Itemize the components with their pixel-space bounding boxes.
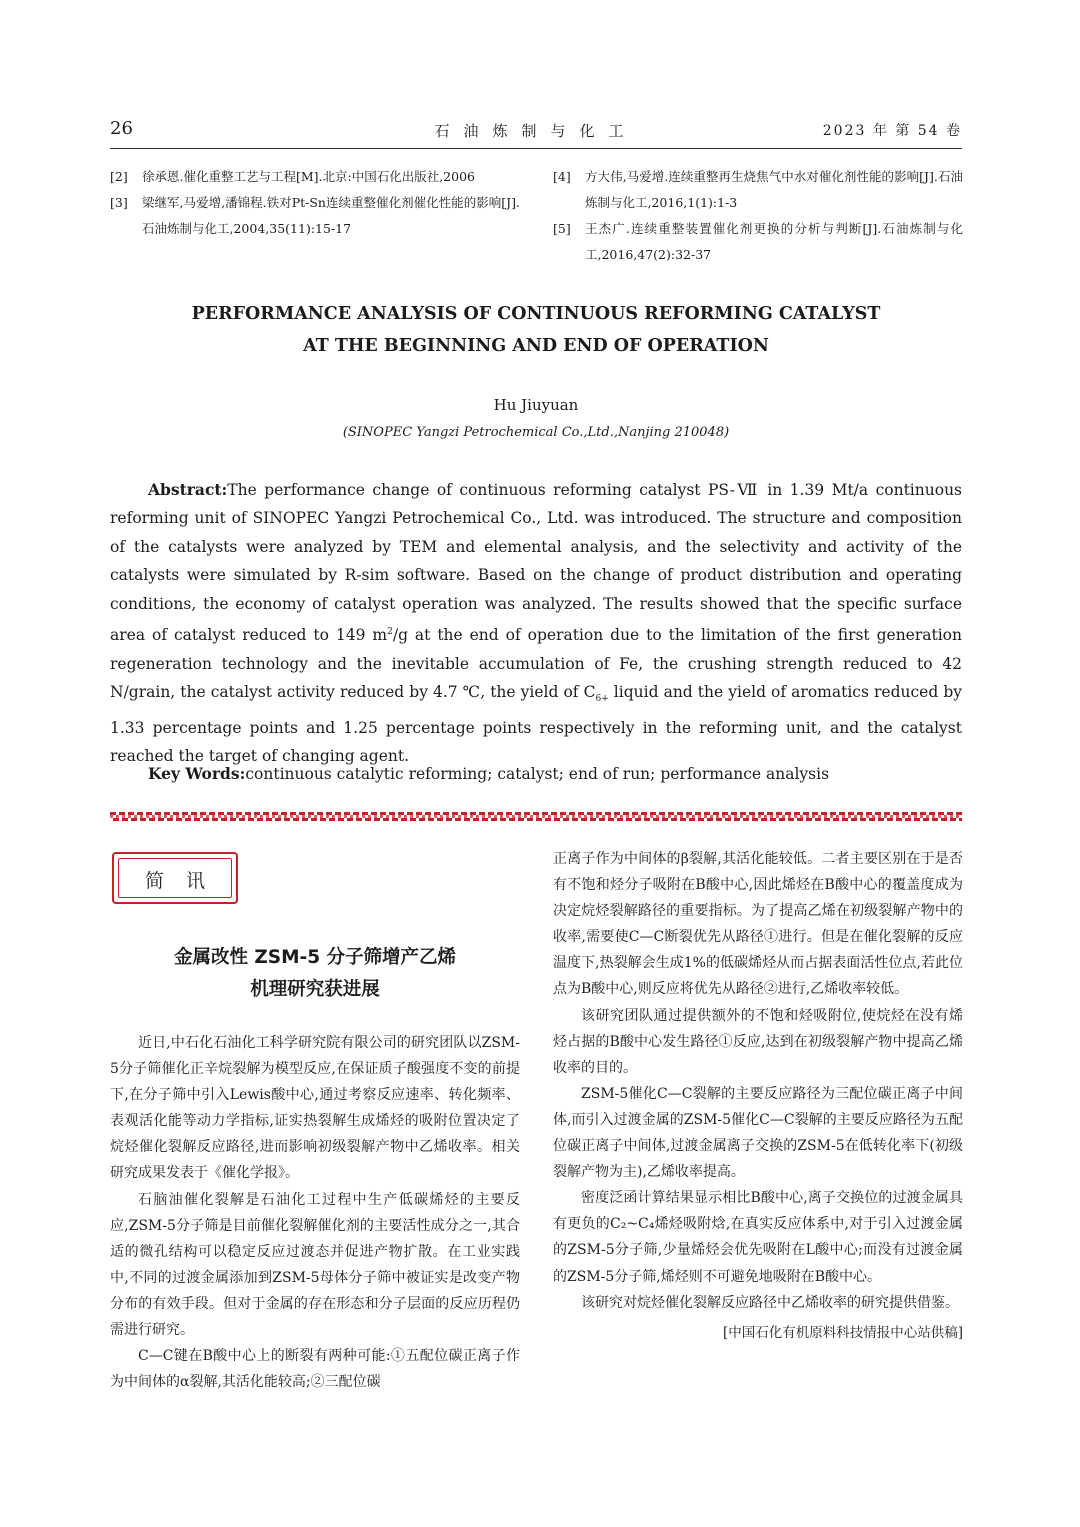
abstract-text: liquid and the yield of aromatics reduced by 1.33 percentage points and 1.25 percentage points respectively in the reforming unit, and the catalyst reached the target of changing agent. [110,683,962,765]
news-paragraph: 石脑油催化裂解是石油化工过程中生产低碳烯烃的主要反应,ZSM-5分子筛是目前催化裂解催化剂的主要活性成分之一,其合适的微孔结构可以稳定反应过渡态并促进产物扩散。在工业实践中,不同的过渡金属添加到ZSM-5母体分子筛中被证实是改变产物分布的有效手段。但对于金属的存在形态和分子层面的反应历程仍需进行研究。 [110,1191,520,1339]
abstract-text: The performance change of continuous reforming catalyst PS-Ⅶ in 1.39 Mt/a continuous reforming unit of SINOPEC Yangzi Petrochemical Co., Ltd. was introduced. The structure and composition of the catalysts were analyzed by TEM and elemental analysis, and the selectivity and activity of the catalysts were simulated by R-sim software. Based on the change of product distribution and operating conditions, the economy of catalyst operation was analyzed. The results showed that the specific surface area of catalyst reduced to 149 m [110,481,962,645]
reference-number: [2] [110,169,128,184]
english-abstract [110,476,962,770]
english-title [110,298,962,362]
news-badge [112,852,238,904]
news-title-line: 机理研究获进展 [250,979,380,1000]
news-source: [中国石化有机原料科技情报中心站供稿] [722,1324,963,1341]
news-paragraph: 近日,中石化石油化工科学研究院有限公司的研究团队以ZSM-5分子筛催化正辛烷裂解为模型反应,在保证质子酸强度不变的前提下,在分子筛中引入Lewis酸中心,通过考察反应速率、转化频率、表观活化能等动力学指标,证实热裂解生成烯烃的吸附位置决定了烷烃催化裂解反应路径,进而影响初级裂解产物中乙烯收率。相关研究成果发表于《催化学报》。 [110,1035,520,1182]
references-left [110,164,520,242]
badge-label: 简讯 [144,870,227,892]
reference-text: 梁继军,马爱增,潘锦程.铁对Pt-Sn连续重整催化剂催化性能的影响[J].石油炼制与化工,2004,35(11):15-17 [142,195,520,236]
news-paragraph: 密度泛函计算结果显示相比B酸中心,离子交换位的过渡金属具有更负的C₂~C₄烯烃吸附焓,在真实反应体系中,对于引入过渡金属的ZSM-5分子筛,少量烯烃会优先吸附在L酸中心;而没有过渡金属的ZSM-5分子筛,烯烃则不可避免地吸附在B酸中心。 [553,1190,963,1285]
english-title-line: AT THE BEGINNING AND END OF OPERATION [303,336,769,356]
news-column-left [110,1030,520,1395]
news-paragraph: 该研究团队通过提供额外的不饱和烃吸附位,使烷烃在没有烯烃占据的B酸中心发生路径①反应,达到在初级裂解产物中提高乙烯收率的目的。 [553,1007,963,1076]
reference-text: 王杰广.连续重整装置催化剂更换的分析与判断[J].石油炼制与化工,2016,47(2):32-37 [585,221,963,262]
keywords-text: continuous catalytic reforming; catalyst; end of run; performance analysis [245,765,830,783]
reference-number: [5] [553,221,571,236]
page-number: 26 [110,118,133,139]
abstract-superscript: 2 [387,627,393,638]
english-keywords [110,760,962,788]
news-title [110,942,520,1006]
keywords-label: Key Words: [148,764,246,783]
reference-number: [4] [553,169,571,184]
abstract-text: /g at the end of operation due to the limitation of the first generation regeneration technology and the inevitable accumulation of Fe, the crushing strength reduced to 42 N/grain, the catalyst activity reduced by 4.7 ℃, the yield of C [110,626,962,701]
author-affiliation: (SINOPEC Yangzi Petrochemical Co.,Ltd.,Nanjing 210048) [342,425,730,440]
reference-text: 方大伟,马爱增.连续重整再生烧焦气中水对催化剂性能的影响[J].石油炼制与化工,2016,1(1):1-3 [585,169,963,210]
reference-item [553,164,963,216]
section-divider [110,812,962,821]
news-paragraph-continued: 正离子作为中间体的β裂解,其活化能较低。二者主要区别在于是否有不饱和烃分子吸附在B酸中心,因此烯烃在B酸中心的覆盖度成为决定烷烃裂解路径的重要指标。为了提高乙烯在初级裂解产物中的收率,需要使C—C断裂优先从路径①进行。但是在催化裂解的反应温度下,热裂解会生成1%的低碳烯烃从而占据表面活性位点,若此位点为B酸中心,则反应将优先从路径②进行,乙烯收率较低。 [553,851,963,998]
reference-number: [3] [110,195,128,210]
abstract-subscript: 6+ [595,694,609,705]
references-right [553,164,963,268]
abstract-label: Abstract: [148,480,228,499]
volume-info: 2023 年 第 54 卷 [822,123,962,139]
reference-item [110,190,520,242]
news-paragraph: ZSM-5催化C—C裂解的主要反应路径为三配位碳正离子中间体,而引入过渡金属的ZSM-5催化C—C裂解的主要反应路径为五配位碳正离子中间体,过渡金属离子交换的ZSM-5在低转化率下(初级裂解产物为主),乙烯收率提高。 [553,1085,963,1181]
news-column-right [553,846,963,1346]
reference-item [110,164,520,190]
reference-text: 徐承恩.催化重整工艺与工程[M].北京:中国石化出版社,2006 [142,169,475,184]
author-name: Hu Jiuyuan [493,396,579,414]
news-paragraph: C—C键在B酸中心上的断裂有两种可能:①五配位碳正离子作为中间体的α裂解,其活化能较高;②三配位碳 [110,1348,520,1391]
news-paragraph: 该研究对烷烃催化裂解反应路径中乙烯收率的研究提供借鉴。 [581,1294,959,1311]
english-title-line: PERFORMANCE ANALYSIS OF CONTINUOUS REFORMING CATALYST [191,304,881,324]
journal-title: 石油炼制与化工 [434,122,638,140]
running-header [110,112,962,149]
reference-item [553,216,963,268]
news-title-line: 金属改性 ZSM-5 分子筛增产乙烯 [173,947,457,968]
